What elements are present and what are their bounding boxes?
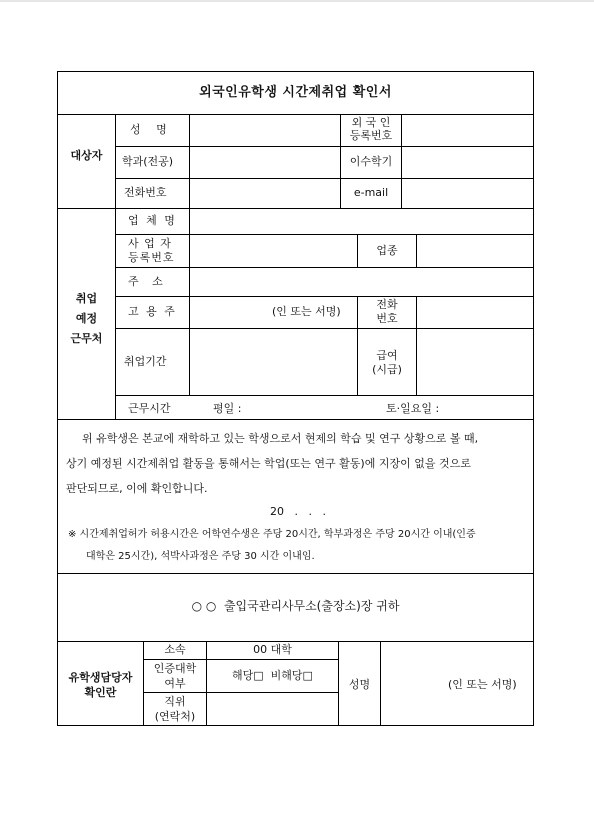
officer-name-label: 성명 <box>348 678 371 691</box>
address-field[interactable] <box>190 268 532 295</box>
name-label: 성 명 <box>130 123 167 136</box>
affiliation-label: 소속 <box>164 643 186 656</box>
statement-line-1: 위 유학생은 본교에 재학하고 있는 학생으로서 현제의 학습 및 연구 상황으로 볼 때, <box>82 432 479 445</box>
employer-section-label: 취업 예정 근무처 <box>70 292 103 345</box>
dept-label: 학과(전공) <box>122 155 174 168</box>
employer-label: 고 용 주 <box>128 305 177 318</box>
email-field[interactable] <box>402 179 532 208</box>
alien-reg-field[interactable] <box>402 115 532 145</box>
officer-section-label: 유학생담당자 확인란 <box>68 671 133 699</box>
semester-label: 이수학기 <box>349 155 393 168</box>
divider <box>58 573 533 574</box>
weekday-hours-field[interactable] <box>248 397 378 418</box>
wage-field[interactable] <box>417 329 532 394</box>
industry-label: 업종 <box>376 244 398 257</box>
weekend-hours-field[interactable] <box>446 397 532 418</box>
position-label: 직위 (연락처) <box>154 695 196 723</box>
period-field[interactable] <box>190 329 356 394</box>
note-line-1: ※ 시간제취업허가 허용시간은 어학연수생은 주당 20시간, 학부과정은 주당 20시간 이내(인증 <box>68 529 476 540</box>
wage-label: 급여 (시급) <box>372 349 402 376</box>
form-title: 외국인유학생 시간제취업 확인서 <box>199 85 392 100</box>
officer-sign-hint: (인 또는 서명) <box>448 678 517 691</box>
weekday-label: 평일 : <box>213 402 242 415</box>
addressee: ○ ○ 출입국관리사무소(출장소)장 귀하 <box>191 599 400 613</box>
biz-reg-field[interactable] <box>190 235 356 266</box>
alien-reg-label: 외 국 인 등록번호 <box>349 116 393 142</box>
hours-label: 근무시간 <box>128 402 171 415</box>
address-label: 주 소 <box>128 275 163 288</box>
email-label: e-mail <box>353 186 389 199</box>
statement-line-3: 판단되므로, 이에 확인합니다. <box>66 482 208 495</box>
employer-phone-label: 전화 번호 <box>376 298 398 325</box>
employer-phone-field[interactable] <box>417 297 532 327</box>
top-border <box>0 0 594 2</box>
affiliation-value: 00 대학 <box>253 643 292 656</box>
company-label: 업 체 명 <box>128 214 177 227</box>
position-field[interactable] <box>207 693 337 724</box>
phone-field[interactable] <box>190 179 339 208</box>
certified-options[interactable]: 해당□ 비해당□ <box>232 669 313 682</box>
confirmation-form <box>57 71 534 726</box>
subject-section-label: 대상자 <box>70 149 103 162</box>
semester-field[interactable] <box>402 147 532 177</box>
statement-line-2: 상기 예정된 시간제취업 활동을 통해서는 학업(또는 연구 활동)에 지장이 없을 것으로 <box>66 457 471 470</box>
dept-field[interactable] <box>190 147 339 177</box>
employer-sign-hint: (인 또는 서명) <box>272 305 341 318</box>
note-line-2: 대학은 25시간), 석박사과정은 주당 30 시간 이내임. <box>86 551 315 562</box>
company-field[interactable] <box>190 209 532 233</box>
row-divider <box>115 395 533 396</box>
certified-label: 인증대학 여부 <box>153 662 197 690</box>
divider <box>58 419 533 420</box>
officer-signature-field[interactable] <box>381 642 532 725</box>
name-field[interactable] <box>190 115 339 145</box>
biz-reg-label: 사 업 자 등록번호 <box>128 237 175 264</box>
confirmation-date: 20 . . . <box>270 505 326 518</box>
row-divider <box>143 659 338 660</box>
period-label: 취업기간 <box>124 355 167 368</box>
weekend-label: 토·일요일 : <box>386 402 440 415</box>
industry-field[interactable] <box>417 235 532 266</box>
phone-label: 전화번호 <box>124 186 167 199</box>
